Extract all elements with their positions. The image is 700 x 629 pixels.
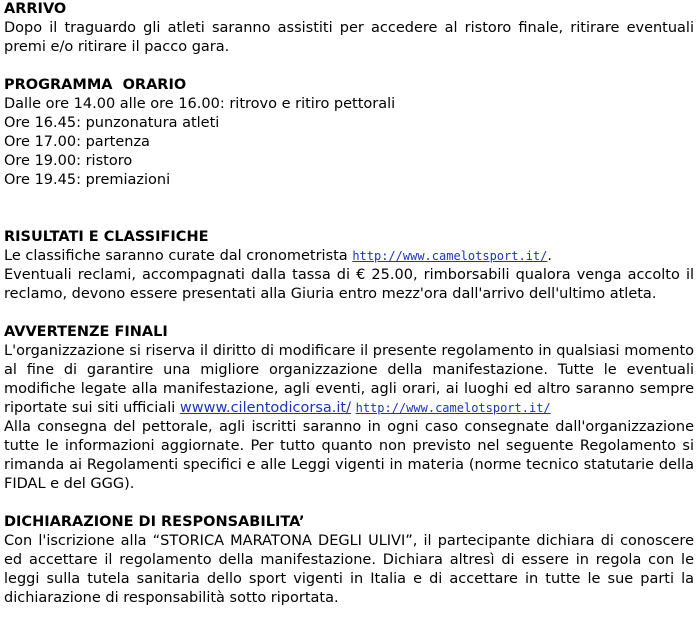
section-risultati [4, 228, 694, 304]
cilentodicorsa-link[interactable]: wwww.cilentodicorsa.it/ [179, 400, 351, 416]
programma-item: Ore 19.45: premiazioni [4, 172, 171, 188]
programma-item: Dalle ore 14.00 alle ore 16.00: ritrovo e ritiro pettorali [4, 96, 396, 112]
section-title-arrivo: ARRIVO [4, 1, 67, 17]
section-title-avvertenze: AVVERTENZE FINALI [4, 324, 168, 340]
programma-item: Ore 19.00: ristoro [4, 153, 133, 169]
dichiarazione-text: Con l'iscrizione alla “STORICA MARATONA DEGLI ULIVI”, il partecipante dichiara di conoscere ed accettare il regolamento della manifestazione. Dichiara altresì di essere in regola con le leggi sulla tutela sanitaria dello sport vigenti in Italia e di accettare in tutte le sue parti la dichiarazione di responsabilità sotto riportata. [4, 533, 694, 606]
risultati-text-2: Eventuali reclami, accompagnati dalla tassa di € 25.00, rimborsabili qualora venga accolto il reclamo, devono essere presentati alla Giuria entro mezz'ora dall'arrivo dell'ultimo atleta. [4, 267, 694, 302]
risultati-text-1 [4, 247, 694, 266]
camelotsport-link-2[interactable]: http://www.camelotsport.it/ [355, 401, 551, 415]
avvertenze-text-1-body: L'organizzazione si riserva il diritto di modificare il presente regolamento in qualsiasi momento al fine di garantire una migliore organizzazione della manifestazione. Tutte le eventuali modifiche legate alla manifestazione, agli eventi, agli orari, ai luoghi ed altro saranno sempre riportate sui siti ufficiali [4, 343, 694, 416]
risultati-text-1-post: . [547, 248, 552, 264]
section-title-dichiarazione: DICHIARAZIONE DI RESPONSABILITA’ [4, 514, 305, 530]
programma-item: Ore 17.00: partenza [4, 134, 150, 150]
section-dichiarazione [4, 513, 694, 608]
risultati-text-1-pre: Le classifiche saranno curate dal cronometrista [4, 248, 353, 264]
programma-item: Ore 16.45: punzonatura atleti [4, 115, 220, 131]
document-page [4, 0, 694, 608]
section-title-risultati: RISULTATI E CLASSIFICHE [4, 229, 209, 245]
section-title-programma: PROGRAMMA ORARIO [4, 77, 187, 93]
avvertenze-text-1 [4, 342, 694, 418]
camelotsport-link[interactable]: http://www.camelotsport.it/ [352, 249, 548, 263]
section-programma [4, 76, 694, 190]
section-arrivo [4, 0, 694, 57]
avvertenze-text-2: Alla consegna del pettorale, agli iscritti saranno in ogni caso consegnate dall'organizzazione tutte le informazioni aggiornate. Per tutto quanto non previsto nel seguente Regolamento si rimanda ai Regolamenti specifici e alle Leggi vigenti in materia (norme tecnico statutarie della FIDAL e del GGG). [4, 419, 694, 492]
section-avvertenze [4, 323, 694, 494]
arrivo-text: Dopo il traguardo gli atleti saranno assistiti per accedere al ristoro finale, ritirare eventuali premi e/o ritirare il pacco gara. [4, 20, 694, 55]
